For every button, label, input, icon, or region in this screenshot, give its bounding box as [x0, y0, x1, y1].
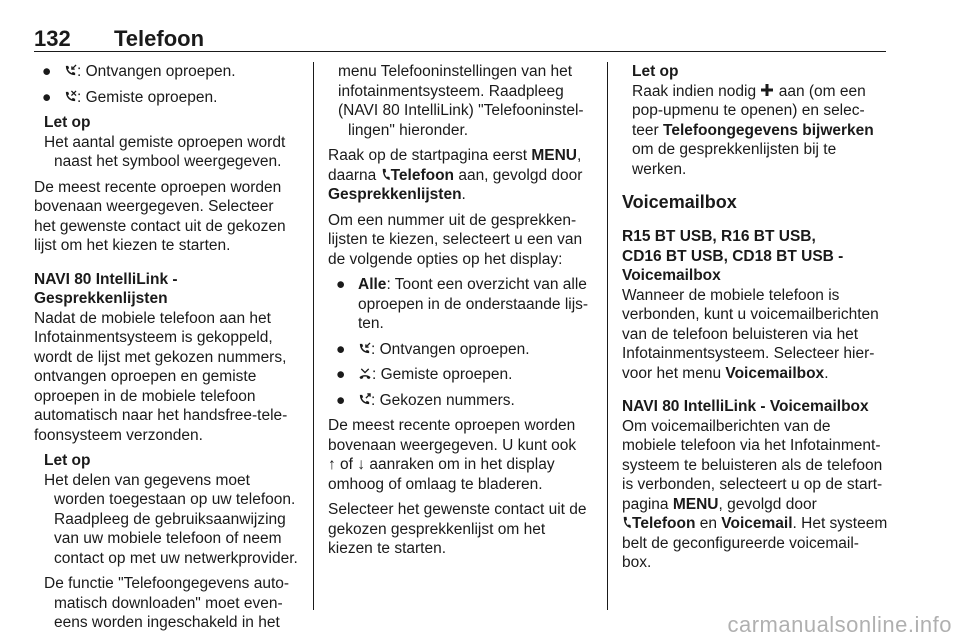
paragraph: De meest recente oproepen worden bovenaan weergegeven. Selecteer het gewenste contact uit de gekozen lijst om het kiezen te starten. — [34, 178, 286, 254]
note-continuation: menu Telefooninstellingen van het infotainmentsysteem. Raadpleeg (NAVI 80 IntelliLink) "Telefooninstel- lingen" hieronder. — [338, 63, 584, 139]
paragraph: Om voicemailberichten van de mobiele telefoon via het Infotainment- systeem te beluisteren als de telefoon is verbonden, selecteert u op de start- pagina MENU, gevolgd door Telefoon en Voicemail. Het systeem belt de geconfigureerde voicemail- box. — [622, 417, 888, 571]
section-heading: NAVI 80 IntelliLink - Gesprekkenlijsten — [34, 270, 178, 307]
column-divider — [607, 62, 608, 610]
phone-incoming-icon — [64, 64, 77, 77]
phone-missed-icon — [358, 367, 372, 380]
section-title: Voicemailbox — [622, 192, 737, 212]
watermark: carmanualsonline.info — [727, 612, 952, 637]
note-box: Let op Het aantal gemiste oproepen wordt naast het symbool weergegeven. — [44, 114, 286, 170]
list-item: ● : Gekozen nummers. — [336, 391, 515, 409]
arrow-down-icon: ↓ — [357, 456, 366, 473]
list-item: ● : Gemiste oproepen. — [336, 366, 513, 383]
page-number: 132 — [34, 26, 71, 51]
phone-missed-icon — [64, 90, 77, 103]
paragraph: Wanneer de mobiele telefoon is verbonden, kunt u voicemailberichten van de telefoon beluisteren via het Infotainmentsysteem. Selecteer hier- voor het menu Voicemailbox. — [622, 286, 879, 382]
paragraph: Raak op de startpagina eerst MENU, daarna Telefoon aan, gevolgd door Gesprekkenlijsten. — [328, 147, 583, 203]
list-item: ● : Ontvangen oproepen. — [336, 340, 530, 358]
paragraph: Om een nummer uit de gesprekken- lijsten te kiezen, selecteert u een van de volgende opties op het display: — [328, 211, 583, 268]
paragraph: Selecteer het gewenste contact uit de gekozen gesprekkenlijst om het kiezen te starten. — [328, 501, 587, 557]
column-2 — [328, 62, 594, 565]
note-box: Let op Raak indien nodig aan (om een pop-upmenu te openen) en selec- teer Telefoongegevens bijwerken om de gesprekkenlijsten bij te werken. — [632, 63, 874, 178]
column-1 — [34, 62, 300, 639]
note-paragraph: De functie "Telefoongegevens auto- matisch downloaden" moet even- eens worden ingeschakeld in het — [44, 575, 290, 631]
list-item: ● : Ontvangen oproepen. — [42, 63, 236, 80]
section-heading: R15 BT USB, R16 BT USB, CD16 BT USB, CD18 BT USB - Voicemailbox — [622, 228, 844, 284]
list-item: ● : Gemiste oproepen. — [42, 88, 218, 106]
paragraph: De meest recente oproepen worden bovenaan weergegeven. U kunt ook ↑ of ↓ aanraken om in het display omhoog of omlaag te bladeren. — [328, 417, 577, 493]
chapter-title: Telefoon — [114, 26, 205, 51]
note-box: Let op Het delen van gegevens moet worden toegestaan op uw telefoon. Raadpleeg de gebruiksaanwijzing van uw mobiele telefoon of neem contact op met uw netwerkprovider. — [44, 452, 298, 567]
arrow-up-icon: ↑ — [328, 456, 336, 473]
list-item: ● Alle: Toont een overzicht van alle oproepen in de onderstaande lijs- ten. — [336, 276, 589, 332]
phone-icon — [622, 516, 632, 529]
phone-icon — [381, 168, 391, 181]
section-heading: NAVI 80 IntelliLink - Voicemailbox — [622, 398, 869, 415]
paragraph: Nadat de mobiele telefoon aan het Infotainmentsysteem is gekoppeld, wordt de lijst met gekozen nummers, ontvangen oproepen en gemiste oproepen in de mobiele telefoon automatisch naar het handsfree-tele- foonsysteem verzonden. — [34, 309, 288, 444]
column-divider — [313, 62, 314, 610]
column-3 — [622, 62, 888, 579]
phone-outgoing-icon — [358, 393, 371, 406]
plus-icon — [760, 83, 774, 97]
page-header — [34, 26, 886, 52]
phone-incoming-icon — [358, 342, 371, 355]
